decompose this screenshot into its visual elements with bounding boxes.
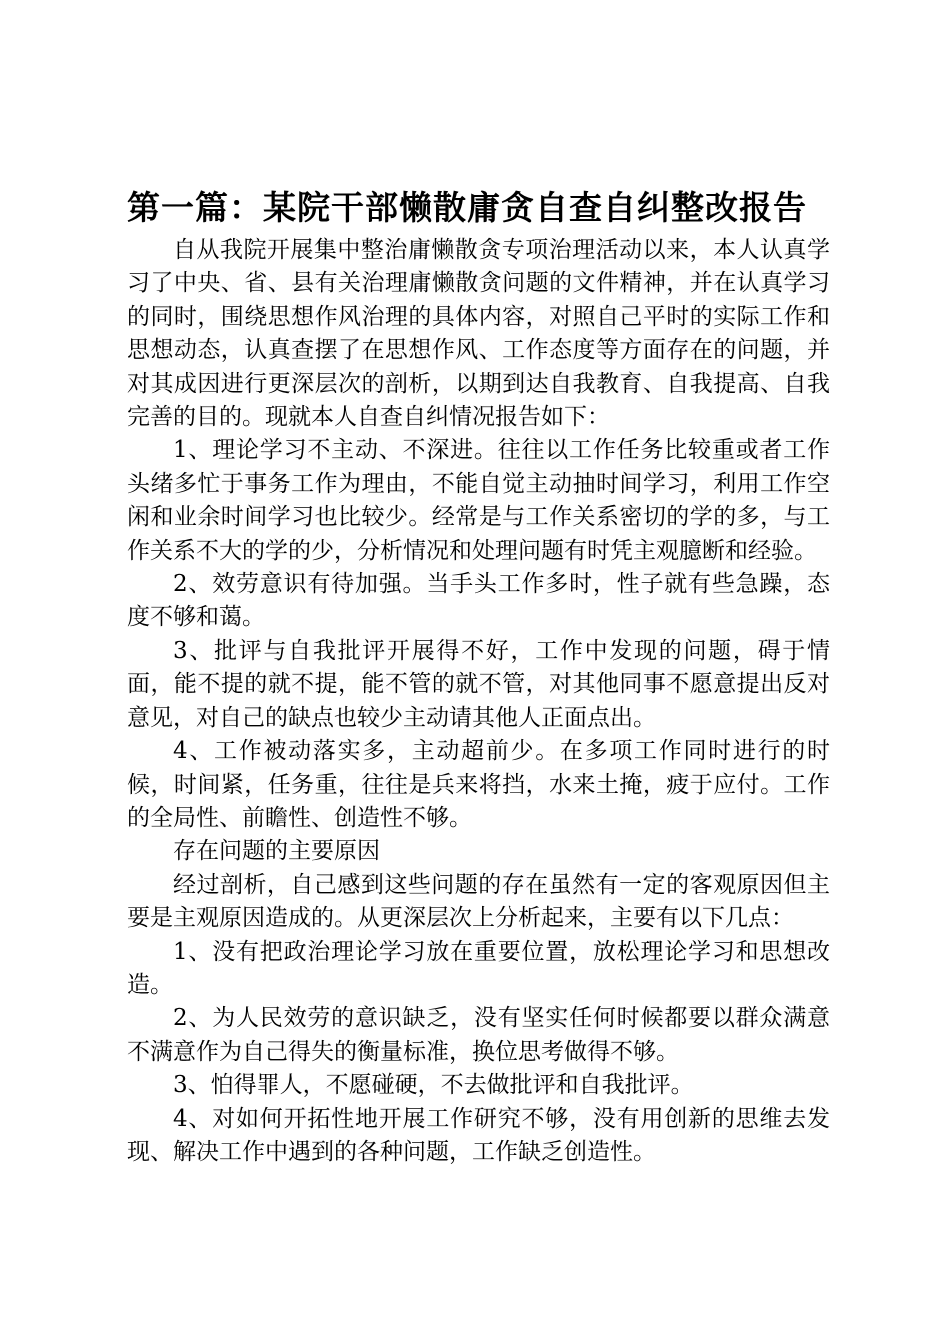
paragraph-issue-4: 4、工作被动落实多，主动超前少。在多项工作同时进行的时候，时间紧，任务重，往往是兵来将挡，水来土掩，疲于应付。工作的全局性、前瞻性、创造性不够。 (127, 738, 830, 831)
document-body (127, 234, 830, 1169)
section-heading-causes: 存在问题的主要原因 (173, 838, 380, 865)
paragraph-cause-2: 2、为人民效劳的意识缺乏，没有坚实任何时候都要以群众满意不满意作为自己得失的衡量标准，换位思考做得不够。 (127, 1005, 830, 1065)
paragraph-issue-3: 3、批评与自我批评开展得不好，工作中发现的问题，碍于情面，能不提的就不提，能不管的就不管，对其他同事不愿意提出反对意见，对自己的缺点也较少主动请其他人正面点出。 (127, 637, 830, 731)
paragraph-causes-intro: 经过剖析，自己感到这些问题的存在虽然有一定的客观原因但主要是主观原因造成的。从更深层次上分析起来，主要有以下几点： (127, 871, 830, 932)
document-title: 第一篇：某院干部懒散庸贪自查自纠整改报告 (127, 188, 807, 227)
paragraph-cause-1: 1、没有把政治理论学习放在重要位置，放松理论学习和思想改造。 (127, 938, 830, 998)
paragraph-issue-2: 2、效劳意识有待加强。当手头工作多时，性子就有些急躁，态度不够和蔼。 (127, 571, 830, 631)
paragraph-cause-3: 3、怕得罪人，不愿碰硬，不去做批评和自我批评。 (173, 1072, 694, 1099)
paragraph-cause-4: 4、对如何开拓性地开展工作研究不够，没有用创新的思维去发现、解决工作中遇到的各种问题，工作缺乏创造性。 (127, 1105, 830, 1165)
paragraph-intro: 自从我院开展集中整治庸懒散贪专项治理活动以来，本人认真学习了中央、省、县有关治理庸懒散贪问题的文件精神，并在认真学习的同时，围绕思想作风治理的具体内容，对照自己平时的实际工作和思想动态，认真查摆了在思想作风、工作态度等方面存在的问题，并对其成因进行更深层次的剖析，以期到达自我教育、自我提高、自我完善的目的。现就本人自查自纠情况报告如下： (127, 237, 830, 431)
paragraph-issue-1: 1、理论学习不主动、不深进。往往以工作任务比较重或者工作头绪多忙于事务工作为理由，不能自觉主动抽时间学习，利用工作空闲和业余时间学习也比较少。经常是与工作关系密切的学的多，与工作关系不大的学的少，分析情况和处理问题有时凭主观臆断和经验。 (127, 437, 830, 564)
